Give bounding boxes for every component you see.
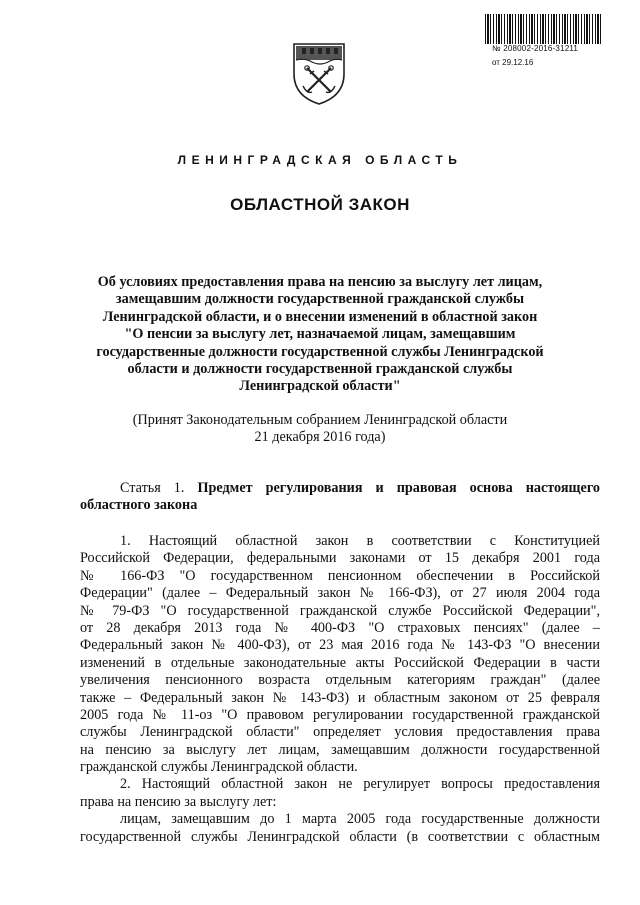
adoption-line: (Принят Законодательным собранием Ленинградской области <box>132 412 508 428</box>
title-line: Ленинградской области" <box>239 378 401 395</box>
paragraph-line: от 28 декабря 2013 года № 400-ФЗ "О страховых пенсиях" (далее – <box>80 619 600 636</box>
paragraph-line: службы Ленинградской области" определяет условия предоставления права <box>80 724 600 741</box>
paragraph-line: 2. Настоящий областной закон не регулирует вопросы предоставления <box>120 776 600 793</box>
law-title <box>90 274 550 396</box>
paragraph-line: 2005 года № 11-оз "О правовом регулировании государственной гражданской <box>80 706 600 723</box>
article-title-line: областного закона <box>80 497 198 514</box>
title-line: Ленинградской области, и о внесении изменений в областной закон <box>102 308 538 325</box>
paragraph-line: изменений в отдельные законодательные акты Российской Федерации в части <box>80 654 600 671</box>
barcode <box>485 14 603 44</box>
article-body <box>80 533 600 846</box>
registration-date: от 29.12.16 <box>492 58 534 67</box>
paragraph-line: увеличения пенсионного возраста отдельным категориям граждан" (далее <box>80 672 600 689</box>
paragraph-line: государственной службы Ленинградской области (в соответствии с областным <box>80 828 600 845</box>
registration-number: № 208002-2016-31211 <box>492 44 579 53</box>
title-line: замещавшим должности государственной гражданской службы <box>115 291 525 308</box>
paragraph-line: Российской Федерации, федеральными законами от 15 декабря 2001 года <box>80 550 600 567</box>
paragraph-line: лицам, замещавшим до 1 марта 2005 года государственные должности <box>120 811 600 828</box>
title-line: Об условиях предоставления права на пенсию за выслугу лет лицам, <box>97 274 543 290</box>
document-type: ОБЛАСТНОЙ ЗАКОН <box>230 195 410 214</box>
paragraph-line: № 166-ФЗ "О государственном пенсионном обеспечении в Российской <box>80 567 600 584</box>
paragraph-line: Федерации" (далее – Федеральный закон № 166-ФЗ), от 27 июля 2004 года <box>80 585 600 602</box>
adoption-line: 21 декабря 2016 года) <box>254 429 386 446</box>
region-name: ЛЕНИНГРАДСКАЯ ОБЛАСТЬ <box>177 153 463 167</box>
paragraph-line: также – Федеральный закон № 143-ФЗ) и областным законом от 25 февраля <box>80 689 600 706</box>
paragraph-line: 1. Настоящий областной закон в соответствии с Конституцией <box>120 533 600 549</box>
article-label: Статья 1. <box>120 480 185 496</box>
paragraph-line: права на пенсию за выслугу лет: <box>80 793 277 810</box>
paragraph-line: № 79-ФЗ "О государственной гражданской службе Российской Федерации", <box>80 602 600 619</box>
title-line: области и должности государственной гражданской службы <box>127 361 513 378</box>
title-line: "О пенсии за выслугу лет, назначаемой лицам, замещавшим <box>124 326 516 343</box>
coat-of-arms-icon <box>290 38 348 106</box>
adoption-note <box>90 412 550 447</box>
title-line: государственные должности государственной службы Ленинградской <box>96 343 544 360</box>
article-title-line: Предмет регулирования и правовая основа настоящего <box>197 480 600 496</box>
paragraph-line: гражданской службы Ленинградской области. <box>80 759 358 776</box>
article-heading <box>80 480 600 515</box>
paragraph-line: на пенсию за выслугу лет лицам, замещавшим должности государственной <box>80 741 600 758</box>
paragraph-line: Федеральный закон № 400-ФЗ), от 23 мая 2016 года № 143-ФЗ "О внесении <box>80 637 600 654</box>
